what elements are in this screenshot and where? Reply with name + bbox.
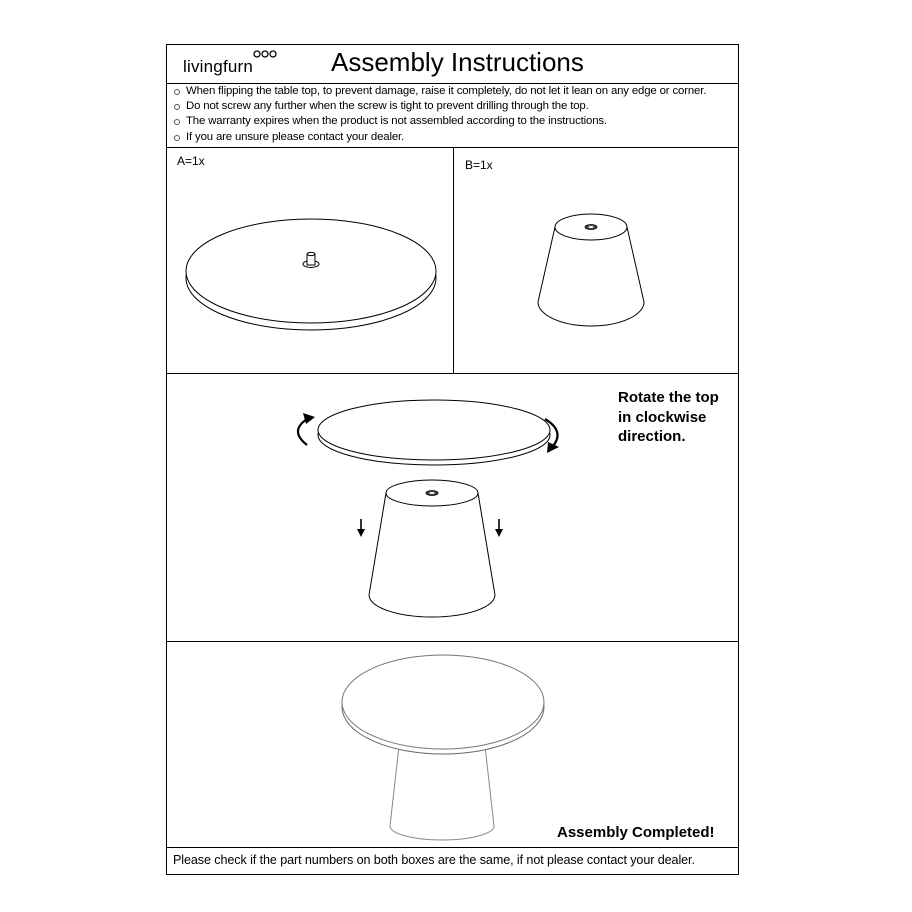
part-a-label: A=1x [177, 154, 205, 168]
down-arrow-icon [357, 519, 365, 537]
completed-label: Assembly Completed! [557, 824, 715, 841]
note-item: When flipping the table top, to prevent damage, raise it completely, do not let it lean on any edge or corner. [173, 84, 706, 99]
rotate-instruction [618, 388, 719, 447]
table-top-drawing [167, 147, 453, 373]
footer-note: Please check if the part numbers on both boxes are the same, if not please contact your dealer. [173, 853, 695, 867]
rotate-arrow-left-icon [298, 413, 315, 445]
brand-logo [183, 57, 253, 77]
rotate-line: in clockwise [618, 408, 707, 426]
notes-list [173, 84, 706, 145]
page-title: Assembly Instructions [331, 47, 584, 77]
assembly-sheet [166, 44, 739, 875]
note-item: Do not screw any further when the screw is tight to prevent drilling through the top. [173, 99, 706, 114]
rotate-line: direction. [618, 428, 686, 445]
table-base-drawing [453, 147, 739, 373]
brand-name: livingfurn [183, 57, 254, 76]
rotate-line: Rotate the top [618, 389, 719, 406]
down-arrow-icon [495, 519, 503, 537]
part-b-label: B=1x [465, 158, 493, 172]
divider [167, 847, 738, 848]
completed-table-drawing [167, 641, 739, 847]
note-item: The warranty expires when the product is not assembled according to the instructions. [173, 114, 706, 129]
note-item: If you are unsure please contact your dealer. [173, 130, 706, 145]
logo-dots-icon [253, 50, 283, 58]
